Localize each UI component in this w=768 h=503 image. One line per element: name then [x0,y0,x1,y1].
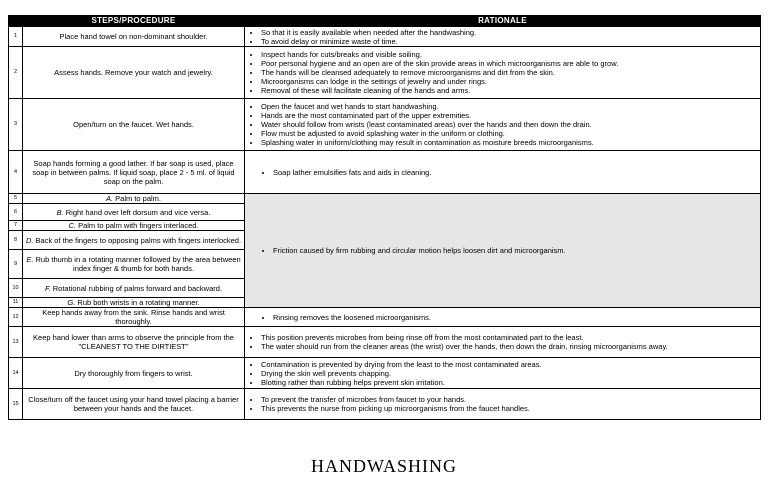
table-body [9,27,761,420]
rationale-item: • Inspect hands for cuts/breaks and visible soiling. [261,50,758,59]
table-row [9,47,761,99]
header-steps: STEPS/PROCEDURE [23,16,245,27]
rationale-list [247,360,758,387]
rationale-item: • Soap lather emulsifies fats and aids in cleaning. [273,168,758,177]
rationale-item: • Flow must be adjusted to avoid splashing water in the uniform or clothing. [261,129,758,138]
step-letter: D. [25,235,34,245]
rationale-list [247,333,758,351]
rationale-item: • So that it is easily available when needed after the handwashing. [261,28,758,37]
procedure-table [8,15,761,420]
step-number: 15 [9,389,23,420]
table-header-row [9,16,761,27]
rationale-item: • Water should follow from wrists (least contaminated areas) over the hands and then down the drain. [261,120,758,129]
friction-step-text [23,279,245,298]
rationale-item: • To avoid delay or minimize waste of time. [261,37,758,46]
rationale-item: • Removal of these will facilitate cleaning of the hands and arms. [261,86,758,95]
step-description: Back of the fingers to opposing palms with fingers interlocked. [35,235,242,245]
rationale-cell [245,308,761,327]
step-description: Rub thumb in a rotating manner followed by the area between index finger & thumb for both hands. [35,255,241,273]
header-num [9,16,23,27]
step-number: 10 [9,279,23,298]
step-number: 7 [9,221,23,231]
rationale-item: • The hands will be cleansed adequately to remove microorganisms and dirt from the skin. [261,68,758,77]
rationale-item: • To prevent the transfer of microbes from faucet to your hands. [261,395,758,404]
rationale-item: • Microorganisms can lodge in the settings of jewelry and under rings. [261,77,758,86]
step-text: Keep hand lower than arms to observe the principle from the "CLEANEST TO THE DIRTIEST" [23,327,245,358]
step-number: 11 [9,298,23,308]
friction-step-text [23,194,245,204]
step-number: 9 [9,250,23,279]
rationale-item: • This position prevents microbes from being rinse off from the most contaminated part to the least. [261,333,758,342]
rationale-list [247,246,758,255]
rationale-cell [245,389,761,420]
step-letter: C. [68,221,76,230]
step-text: Assess hands. Remove your watch and jewelry. [23,47,245,99]
rationale-item: • Contamination is prevented by drying from the least to the most contaminated areas. [261,360,758,369]
rationale-cell [245,99,761,151]
step-number: 5 [9,194,23,204]
step-number: 14 [9,358,23,389]
step-letter: F. [44,283,51,293]
rationale-cell [245,358,761,389]
step-description: Right hand over left dorsum and vice versa. [65,207,211,217]
step-number: 13 [9,327,23,358]
friction-step-text [23,298,245,308]
step-number: 4 [9,151,23,194]
step-number: 12 [9,308,23,327]
step-letter: B. [56,207,64,217]
table-row [9,151,761,194]
table-row [9,308,761,327]
rationale-list [247,50,758,95]
step-letter: G. [67,298,76,307]
rationale-item: • Open the faucet and wet hands to start handwashing. [261,102,758,111]
header-rationale: RATIONALE [245,16,761,27]
friction-step-row [9,194,761,204]
table-row [9,358,761,389]
step-text: Soap hands forming a good lather. If bar soap is used, place soap in between palms. If liquid soap, place 2 - 5 ml. of liquid soap on the palm. [23,151,245,194]
rationale-list [247,102,758,147]
step-number: 2 [9,47,23,99]
step-number: 3 [9,99,23,151]
step-letter: A. [105,194,114,203]
table-row [9,389,761,420]
rationale-item: • Splashing water in uniform/clothing may result in contamination as moisture breeds microorganisms. [261,138,758,147]
table-row [9,99,761,151]
friction-step-text [23,250,245,279]
step-description: Rotational rubbing of palms forward and backward. [52,283,223,293]
step-description: Palm to palm with fingers interlaced. [78,221,199,230]
step-number: 8 [9,231,23,250]
step-text: Open/turn on the faucet. Wet hands. [23,99,245,151]
rationale-cell [245,327,761,358]
step-letter: E. [26,255,34,264]
step-text: Close/turn off the faucet using your hand towel placing a barrier between your hands and the faucet. [23,389,245,420]
rationale-item: • This prevents the nurse from picking up microorganisms from the faucet handles. [261,404,758,413]
rationale-item: • Blotting rather than rubbing helps prevent skin irritation. [261,378,758,387]
page-title: HANDWASHING [311,456,457,476]
step-text: Dry thoroughly from fingers to wrist. [23,358,245,389]
rationale-cell [245,151,761,194]
procedure-table-wrapper [8,15,760,420]
step-description: Palm to palm. [115,194,162,203]
step-number: 6 [9,204,23,221]
friction-step-text [23,221,245,231]
table-row [9,27,761,47]
rationale-cell [245,47,761,99]
step-text: Place hand towel on non-dominant shoulder. [23,27,245,47]
rationale-list [247,395,758,413]
rationale-list [247,28,758,46]
rationale-item: • Rinsing removes the loosened microorganisms. [273,313,758,322]
friction-rationale-cell [245,194,761,308]
rationale-item: • The water should run from the cleaner areas (the wrist) over the hands, then down the drain, rinsing microorganisms away. [261,342,758,351]
step-text: Keep hands away from the sink. Rinse hands and wrist thoroughly. [23,308,245,327]
step-number: 1 [9,27,23,47]
step-description: Rub both wrists in a rotating manner. [77,298,200,307]
rationale-item: • Hands are the most contaminated part of the upper extremities. [261,111,758,120]
rationale-list [247,168,758,177]
rationale-item: • Drying the skin well prevents chapping. [261,369,758,378]
rationale-item: • Poor personal hygiene and an open are of the skin provide areas in which microorganisms are able to grow. [261,59,758,68]
friction-step-text [23,231,245,250]
rationale-list [247,313,758,322]
friction-step-text [23,204,245,221]
rationale-item: • Friction caused by firm rubbing and circular motion helps loosen dirt and microorganism. [273,246,758,255]
rationale-cell [245,27,761,47]
table-row [9,327,761,358]
